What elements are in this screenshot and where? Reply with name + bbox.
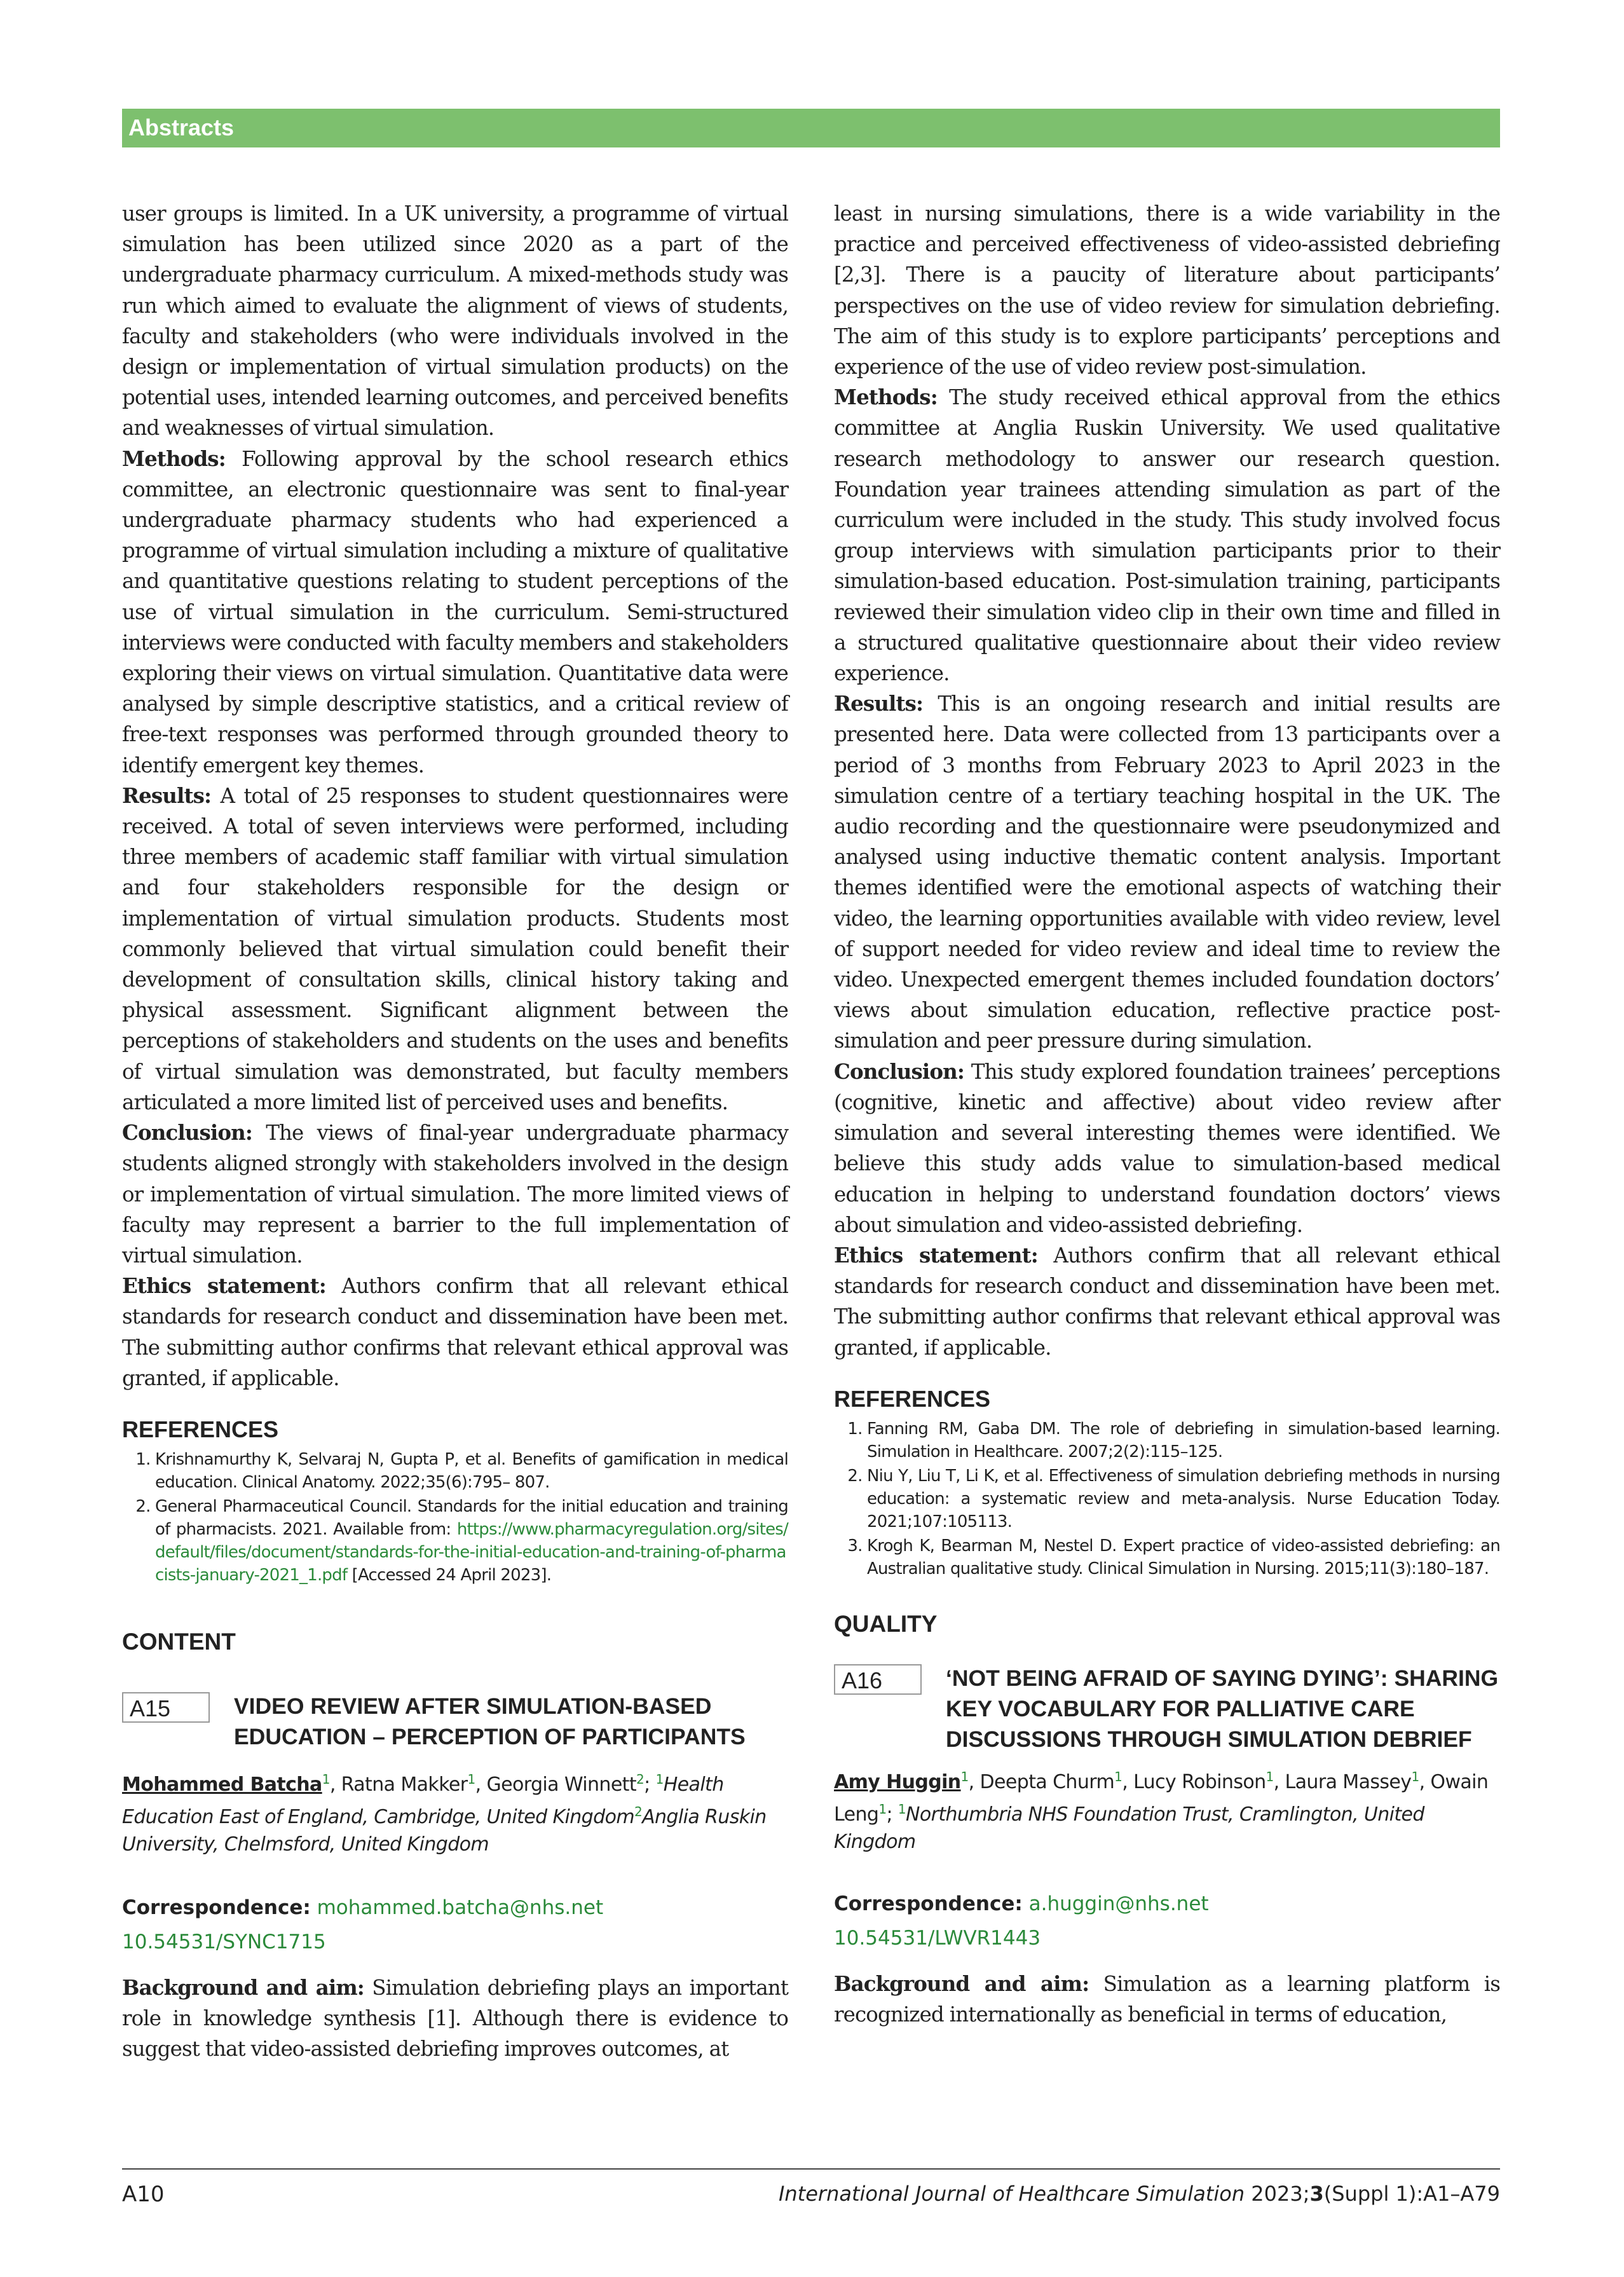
correspondence-email[interactable]: a.huggin@nhs.net [1028,1892,1209,1915]
banner-label: Abstracts [128,114,235,140]
correspondence: Correspondence: a.huggin@nhs.net [834,1892,1209,1915]
abstract-header-a16 [834,1663,1500,1754]
references-list [122,1448,788,1587]
methods-paragraph: Methods: Following approval by the school research ethics committee, an electronic questionnaire was sent to final-year undergraduate pharmacy students who had experienced a programme of virtual simulation including a mixture of qualitative and quantitative questions relating to student perceptions of the use of virtual simulation in the curriculum. Semi-structured interviews were conducted with faculty members and stakeholders exploring their views on virtual simulation. Quantitative data were analysed by simple descriptive statistics, and a critical review of free-text responses was performed through grounded theory to identify emergent key themes. [122,446,788,777]
footer-rule [122,2168,1500,2170]
intro-paragraph: least in nursing simulations, there is a wide variability in the practice and perceived effectiveness of video-assisted debriefing [2,3]. There is a paucity of literature about participants’ perspectives on the use of video review for simulation debriefing. The aim of this study is to explore participants’ perceptions and experience of the use of video review post-simulation. [834,202,1500,380]
ethics-paragraph: Ethics statement: Authors confirm that all relevant ethical standards for research conduct and dissemination have been met. The submitting author confirms that relevant ethical approval was granted, if applicable. [834,1242,1500,1360]
conclusion-paragraph: Conclusion: The views of final-year undergraduate pharmacy students aligned strongly with stakeholders involved in the design or implementation of virtual simulation. The more limited views of faculty may represent a barrier to the full implementation of virtual simulation. [122,1120,788,1268]
doi-link[interactable]: 10.54531/LWVR1443 [834,1926,1041,1950]
references-list [834,1418,1500,1580]
journal-citation: International Journal of Healthcare Simulation 2023;3(Suppl 1):A1–A79 [778,2182,1500,2206]
results-paragraph: Results: This is an ongoing research and initial results are presented here. Data were collected from 13 participants over a period of 3 months from February 2023 to April 2023 in the simulation centre of a tertiary teaching hospital in the UK. The audio recording and the questionnaire were pseudonymized and analysed using inductive thematic content analysis. Important themes identified were the emotional aspects of watching their video, the learning opportunities available with video review, level of support needed for video review and ideal time to review the video. Unexpected emergent themes included foundation doctors’ views about simulation education, reflective practice post-simulation and peer pressure during simulation. [834,691,1501,1053]
doi-link[interactable]: 10.54531/SYNC1715 [122,1930,326,1953]
author-list: Mohammed Batcha$^1$, Ratna Makker$^1$, Georgia Winnett$^2$; $^1$Health Education East of England, Cambridge, United Kingdom$^2$Anglia Ruskin University, Chelmsford, United Kingdom [122,1771,767,1856]
page-number: A10 [122,2182,165,2207]
abstract-header-a15 [122,1691,788,1752]
abstract-id: A15 [122,1692,210,1723]
abstract-title: ‘NOT BEING AFRAID OF SAYING DYING’: SHARING KEY VOCABULARY FOR PALLIATIVE CARE DISCUSSIONS THROUGH SIMULATION DEBRIEF [946,1665,1499,1752]
abstract-id: A16 [834,1664,922,1695]
conclusion-paragraph: Conclusion: This study explored foundation trainees’ perceptions (cognitive, kinetic and affective) about video review after simulation and several interesting themes were identified. We believe this study adds value to simulation-based medical education in helping to understand foundation doctors’ views about simulation and video-assisted debriefing. [834,1058,1500,1237]
right-column [834,198,1500,2156]
references-heading: REFERENCES [834,1385,991,1412]
ethics-paragraph: Ethics statement: Authors confirm that all relevant ethical standards for research conduct and dissemination have been met. The submitting author confirms that relevant ethical approval was granted, if applicable. [122,1273,788,1390]
results-paragraph: Results: A total of 25 responses to student questionnaires were received. A total of seven interviews were performed, including three members of academic staff familiar with virtual simulation and four stakeholders responsible for the design or implementation of virtual simulation products. Students most commonly believed that virtual simulation could benefit their development of consultation skills, clinical history taking and physical assessment. Significant alignment between the perceptions of stakeholders and students on the uses and benefits of virtual simulation was demonstrated, but faculty members articulated a more limited list of perceived uses and benefits. [122,783,788,1114]
reference-item: 1. Krishnamurthy K, Selvaraj N, Gupta P, et al. Benefits of gamification in medical education. Clinical Anatomy. 2022;35(6):795– 807. [155,1448,788,1494]
section-heading-content: CONTENT [122,1628,236,1655]
left-column [122,198,788,2156]
reference-item: 2. Niu Y, Liu T, Li K, et al. Effectiveness of simulation debriefing methods in nursing education: a systematic review and meta-analysis. Nurse Education Today. 2021;107:105113. [867,1465,1500,1533]
author-list: Amy Huggin$^1$, Deepta Churm$^1$, Lucy Robinson$^1$, Laura Massey$^1$, Owain Leng$^1$; $^1$Northumbria NHS Foundation Trust, Cramlington, United Kingdom [834,1768,1489,1853]
reference-link[interactable]: https://www.pharmacyregulation.org/sites/default/files/document/standards-for-the-initial-education-and-training-of-pharmacists-january-2021_1.pdf [155,1519,788,1585]
correspondence: Correspondence: mohammed.batcha@nhs.net [122,1896,604,1919]
reference-item: 3. Krogh K, Bearman M, Nestel D. Expert practice of video-assisted debriefing: an Australian qualitative study. Clinical Simulation in Nursing. 2015;11(3):180–187. [867,1535,1500,1580]
intro-paragraph: user groups is limited. In a UK university, a programme of virtual simulation has been utilized since 2020 as a part of the undergraduate pharmacy curriculum. A mixed-methods study was run which aimed to evaluate the alignment of views of students, faculty and stakeholders (who were individuals involved in the design or implementation of virtual simulation products) on the potential uses, intended learning outcomes, and perceived benefits and weaknesses of virtual simulation. [122,202,788,441]
section-heading-quality: QUALITY [834,1610,938,1637]
section-banner [122,109,1500,147]
abstract-title: VIDEO REVIEW AFTER SIMULATION-BASED EDUCATION – PERCEPTION OF PARTICIPANTS [234,1693,746,1749]
reference-item: 1. Fanning RM, Gaba DM. The role of debriefing in simulation-based learning. Simulation in Healthcare. 2007;2(2):115–125. [867,1418,1500,1463]
methods-paragraph: Methods: The study received ethical approval from the ethics committee at Anglia Ruskin University. We used qualitative research methodology to answer our research question. Foundation year trainees attending simulation as part of the curriculum were included in the study. This study involved focus group interviews with simulation participants prior to their simulation-based education. Post-simulation training, participants reviewed their simulation video clip in their own time and filled in a structured qualitative questionnaire about their video review experience. [834,385,1501,686]
background-paragraph: Background and aim: Simulation as a learning platform is recognized internationally as beneficial in terms of education, [834,1971,1501,2027]
reference-item: 2. General Pharmaceutical Council. Standards for the initial education and training of pharmacists. 2021. Available from: https://www.pharmacyregulation.org/sites/default/files/document/standards-for-the-initial-education-and-training-of-pharmacists-january-2021_1.pdf [Accessed 24 April 2023]. [155,1495,788,1587]
references-heading: REFERENCES [122,1416,279,1442]
background-paragraph: Background and aim: Simulation debriefing plays an important role in knowledge synthesis [1]. Although there is evidence to suggest that video-assisted debriefing improves outcomes, at [122,1974,788,2062]
correspondence-email[interactable]: mohammed.batcha@nhs.net [317,1896,604,1919]
